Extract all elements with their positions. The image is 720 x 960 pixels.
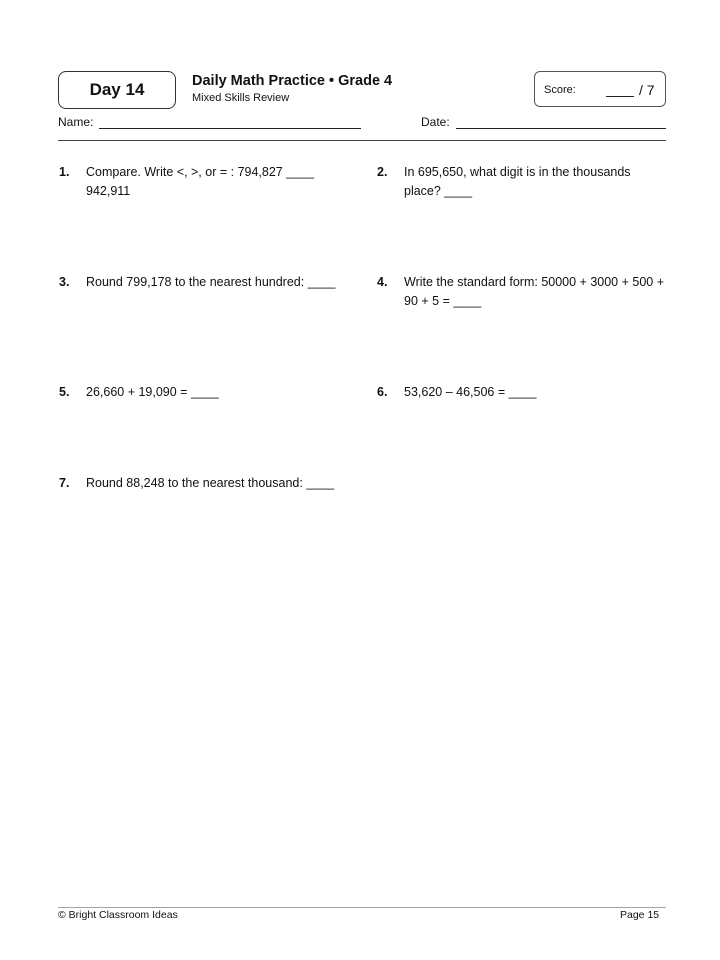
- question-number: 1.: [59, 165, 70, 179]
- name-label: Name:: [58, 115, 94, 129]
- question-number: 3.: [59, 275, 70, 289]
- question-number: 7.: [59, 476, 70, 490]
- date-field-line[interactable]: [456, 128, 666, 129]
- question-number: 6.: [377, 385, 388, 399]
- score-box: [534, 71, 666, 107]
- question-text: In 695,650, what digit is in the thousands place? ____: [404, 165, 631, 198]
- question-text: Write the standard form: 50000 + 3000 + 500 + 90 + 5 = ____: [404, 275, 665, 308]
- score-total: / 7: [639, 82, 655, 98]
- day-label-box: [58, 71, 176, 109]
- worksheet-title: Daily Math Practice • Grade 4: [192, 73, 393, 89]
- question-number: 2.: [377, 165, 388, 179]
- question-text: Compare. Write <, >, or = : 794,827 ____ 942,911: [86, 165, 315, 198]
- question-text: 53,620 – 46,506 = ____: [404, 385, 537, 399]
- date-label: Date:: [421, 115, 450, 129]
- day-label: Day 14: [89, 80, 145, 99]
- question-number: 5.: [59, 385, 70, 399]
- score-blank: [606, 96, 634, 97]
- score-label: Score:: [544, 84, 576, 96]
- name-field-line[interactable]: [99, 128, 361, 129]
- footer-page-number: Page 15: [620, 909, 660, 921]
- worksheet-subtitle: Mixed Skills Review: [192, 92, 290, 104]
- question-text: 26,660 + 19,090 = ____: [86, 385, 219, 399]
- footer-copyright: © Bright Classroom Ideas: [58, 909, 178, 921]
- question-number: 4.: [377, 275, 388, 289]
- footer-divider: [58, 907, 666, 908]
- question-text: Round 88,248 to the nearest thousand: ____: [86, 476, 335, 490]
- question-text: Round 799,178 to the nearest hundred: ____: [86, 275, 336, 289]
- header-divider: [58, 140, 666, 141]
